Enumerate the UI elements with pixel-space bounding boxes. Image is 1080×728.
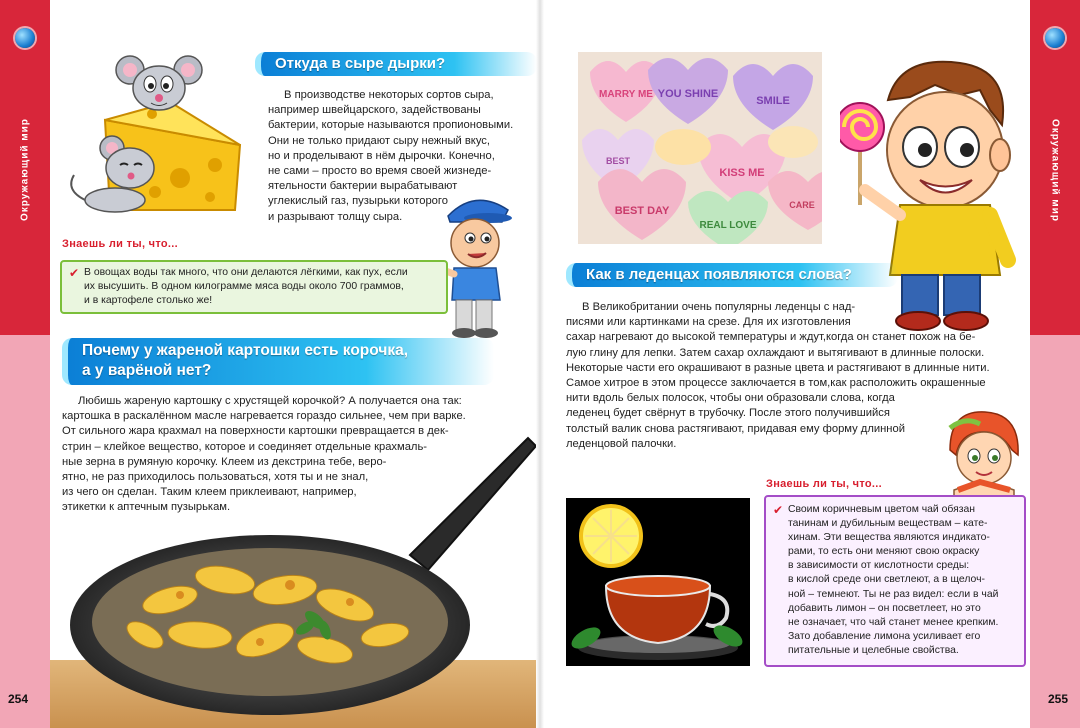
text-line: писями или картинками на срезе. Для их изготовления [566, 316, 851, 329]
text-line: леденцовой палочки. [566, 437, 677, 450]
candy-heart-text: CARE [789, 200, 815, 210]
cheese-mice-illustration [60, 50, 250, 220]
text-line: стрин – клейкое вещество, которое и соединяет отдельные крахмаль- [62, 440, 428, 453]
text-line: толстый валик снова растягивают, придавая ему форму длинной [566, 422, 905, 435]
did-you-know-heading-1: Знаешь ли ты, что... [62, 238, 178, 250]
box-line: их высушить. В одном килограмме мяса воды около 700 граммов, [84, 281, 404, 292]
box-line: ной – темнеют. Ты не раз видел: если в чай [788, 588, 999, 600]
candy-article-title: Как в леденцах появляются слова? [566, 263, 898, 287]
globe-icon [1045, 28, 1065, 48]
candy-heart-text: MARRY ME [599, 89, 653, 100]
cheese-article-title: Откуда в сыре дырки? [255, 52, 537, 76]
text-line: бактерии, которые называются пропионовыми. [268, 119, 514, 132]
text-line: Любишь жареную картошку с хрустящей корочкой? А получается она так: [78, 395, 462, 407]
rail-pink-band [1030, 335, 1080, 728]
box-line: в кислой среде они светлеют, а в щелоч- [788, 574, 985, 586]
globe-icon [15, 28, 35, 48]
checkmark-icon: ✔ [69, 266, 80, 280]
box-line: В овощах воды так много, что они делаются лёгкими, как пух, если [84, 267, 408, 278]
candy-heart-text: REAL LOVE [699, 220, 757, 231]
text-line: например швейцарского, задействованы [268, 104, 481, 117]
title-line: Почему у жареной картошки есть корочка, [82, 342, 409, 359]
potato-article-title [62, 338, 494, 385]
tea-cup-photo [566, 498, 750, 666]
box-line: Своим коричневым цветом чай обязан [788, 504, 976, 515]
box-line: питательные и целебные свойства. [788, 644, 959, 656]
candy-heart-text: YOU SHINE [657, 88, 719, 100]
box-line: в зависимости от кислотности среды: [788, 560, 970, 572]
text-line: Они не только придают сыру нежный вкус, [268, 134, 490, 147]
candy-heart-text: BEST DAY [614, 205, 670, 217]
rail-pink-band [0, 335, 50, 728]
text-line: От сильного жара крахмал на поверхности картошки превращается в дек- [62, 425, 449, 438]
text-line: В производстве некоторых сортов сыра, [284, 89, 494, 101]
right-side-rail [1030, 0, 1080, 728]
text-line: углекислый газ, пузырьки которого [268, 195, 448, 208]
text-line: ятельности бактерии вырабатывают [268, 180, 458, 193]
candy-heart-text: SMILE [756, 95, 790, 107]
box-line: Зато добавление лимона усиливает его [788, 630, 981, 642]
did-you-know-box-2 [764, 495, 1026, 667]
title-line: а у варёной нет? [82, 362, 212, 379]
section-label-left: Окружающий мир [19, 118, 31, 222]
box-line: танинам и дубильным веществам – кате- [788, 518, 988, 530]
text-line: нити вдоль белых полосок, чтобы они образовали слова, когда [566, 392, 895, 405]
frying-pan-photo [50, 430, 536, 728]
text-line: этикетки к аптечным пузырькам. [62, 501, 231, 514]
box-line: не означает, что чай станет менее крепким. [788, 616, 999, 628]
text-line: Некоторые части его окрашивают в разные цвета и растягивают в длинные нити. [566, 361, 990, 374]
text-line: из чего он сделан. Таким клеем приклеивают, например, [62, 486, 357, 499]
text-line: и разрывают толщу сыра. [268, 210, 403, 223]
page-number-right: 255 [1047, 692, 1068, 706]
text-line: леденец будет свёрнут в трубочку. После этого получившийся [566, 407, 890, 420]
text-line: лую глину для лепки. Затем сахар охлаждают и вытягивают в длинные полоски. [566, 346, 985, 359]
text-line: не сами – просто во время своей жизнеде- [268, 165, 492, 178]
text-line: Самое хитрое в этом процессе заключается в том,как расположить окрашенные [566, 377, 986, 390]
did-you-know-heading-2: Знаешь ли ты, что... [766, 478, 882, 490]
girl-illustration [940, 410, 1025, 505]
text-line: сахар нагревают до высокой температуры и ждут,когда он станет похож на бе- [566, 331, 976, 344]
candy-heart-text: BEST [605, 156, 631, 166]
box-line: и в картофеле столько же! [84, 295, 213, 306]
box-line: добавить лимон – он посветлеет, но это [788, 602, 981, 614]
did-you-know-box-1 [60, 260, 448, 314]
page-number-left: 254 [8, 692, 29, 706]
box-line: рами, то есть они меняют свою окраску [788, 546, 980, 558]
text-line: В Великобритании очень популярны леденцы с над- [582, 301, 856, 313]
candy-hearts-photo [578, 52, 822, 244]
text-line: картошка в раскалённом масле нагревается гораздо сильнее, чем при варке. [62, 410, 466, 423]
text-line: но и проделывают в нём дырочки. Конечно, [268, 149, 495, 162]
boy-lollipop-illustration [840, 55, 1030, 335]
candy-heart-text: KISS ME [719, 167, 765, 179]
box-line: хинам. Эти вещества являются индикато- [788, 532, 990, 544]
left-side-rail [0, 0, 50, 728]
checkmark-icon: ✔ [773, 503, 784, 517]
section-label-right: Окружающий мир [1049, 118, 1061, 222]
text-line: ятно, не раз приходилось пользоваться, хотя ты и не знал, [62, 471, 369, 484]
text-line: ные зерна в румяную корочку. Клеем из декстрина тебе, веро- [62, 455, 387, 468]
